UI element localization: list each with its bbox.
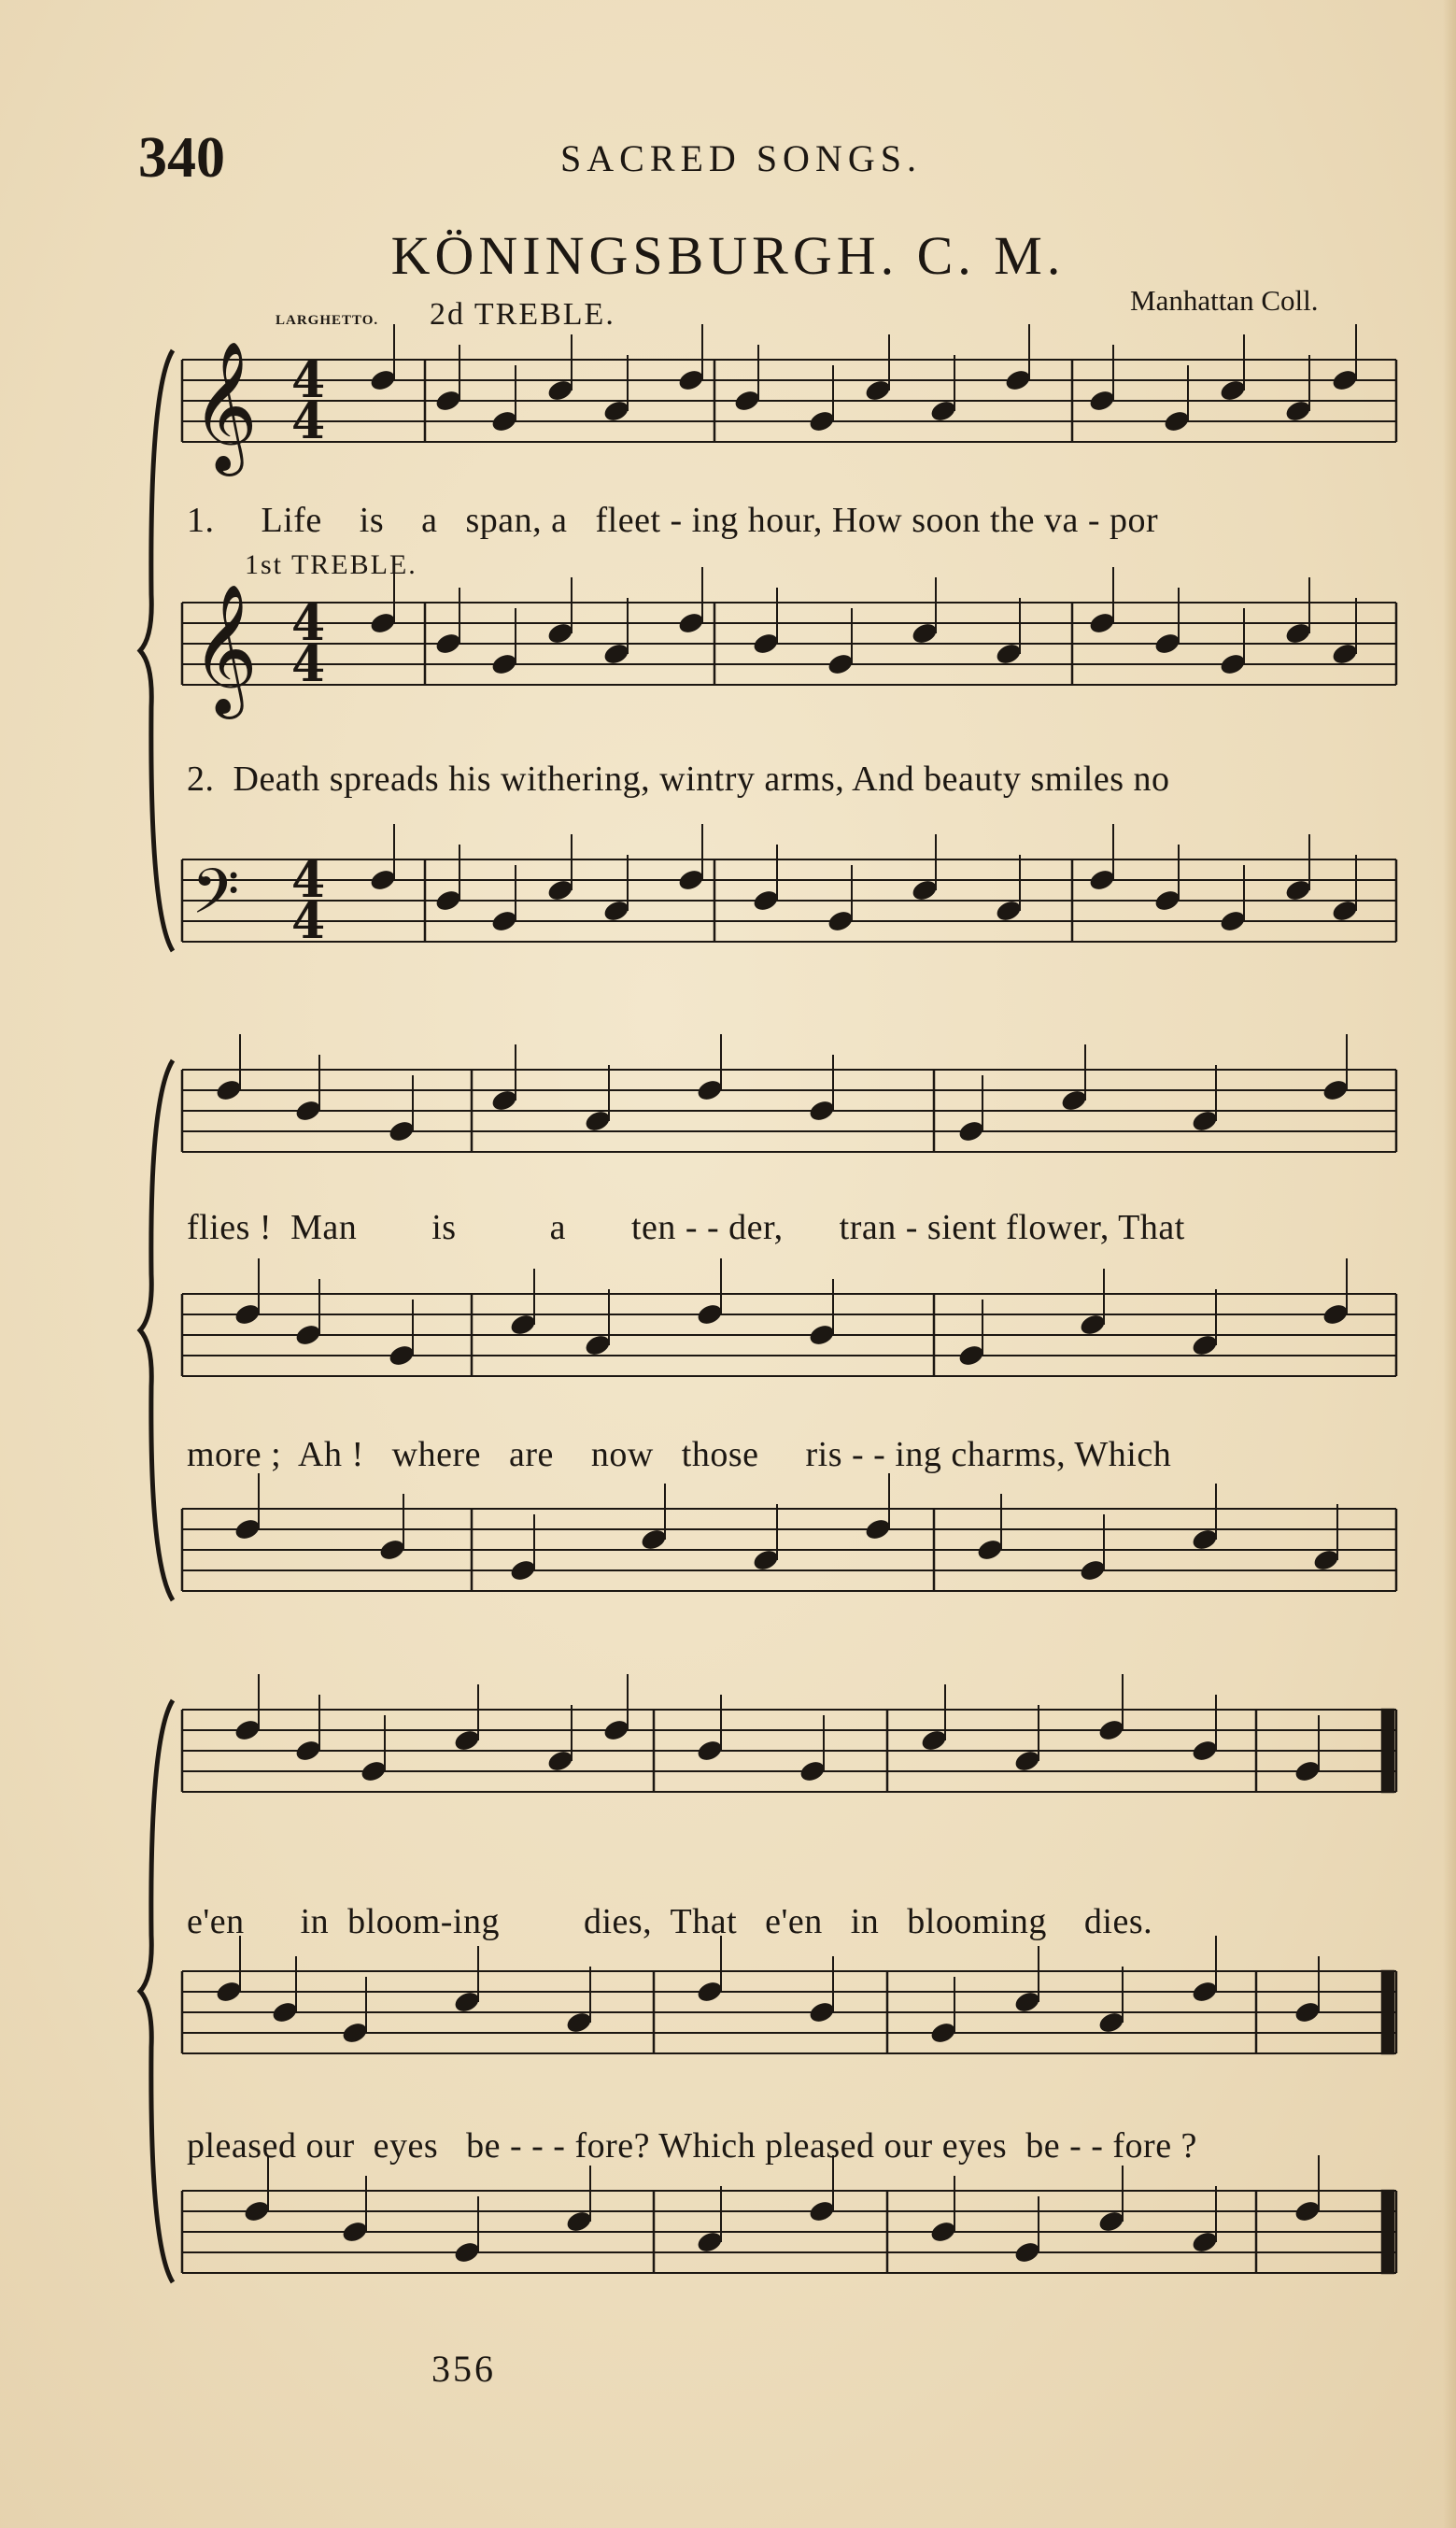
lyric-line: pleased our eyes be - - - fore? Which pleased our eyes be - - fore ? <box>187 2126 1197 2166</box>
svg-text:4: 4 <box>291 393 326 450</box>
svg-text:4: 4 <box>291 352 326 409</box>
composer-credit: Manhattan Coll. <box>1130 284 1319 317</box>
lyric-line: e'en in bloom-ing dies, That e'en in blooming dies. <box>187 1902 1153 1941</box>
part-label-first-treble: 1st TREBLE. <box>245 549 417 580</box>
lyric-line: 2. Death spreads his withering, wintry arms, And beauty smiles no <box>187 760 1170 799</box>
system-braces <box>140 350 173 2282</box>
tune-title: KÖNINGSBURGH. C. M. <box>390 225 1066 286</box>
svg-text:𝄞: 𝄞 <box>191 341 258 471</box>
svg-text:4: 4 <box>291 636 326 693</box>
lyric-line: flies ! Man is a ten - - der, tran - sient flower, That <box>187 1208 1185 1247</box>
svg-text:4: 4 <box>291 852 326 909</box>
svg-text:4: 4 <box>291 595 326 652</box>
signature-number: 356 <box>431 2348 496 2390</box>
tempo-marking: LARGHETTO. <box>276 313 379 328</box>
svg-text:𝄞: 𝄞 <box>191 584 258 714</box>
part-label-second-treble: 2d TREBLE. <box>430 297 615 332</box>
page-number: 340 <box>138 126 225 190</box>
svg-text:𝄢: 𝄢 <box>191 856 240 943</box>
lyric-line: more ; Ah ! where are now those ris - - ing charms, Which <box>187 1435 1172 1474</box>
lyric-line: 1. Life is a span, a fleet - ing hour, How soon the va - por <box>187 501 1159 540</box>
svg-text:4: 4 <box>291 893 326 950</box>
running-head: SACRED SONGS. <box>560 137 922 179</box>
